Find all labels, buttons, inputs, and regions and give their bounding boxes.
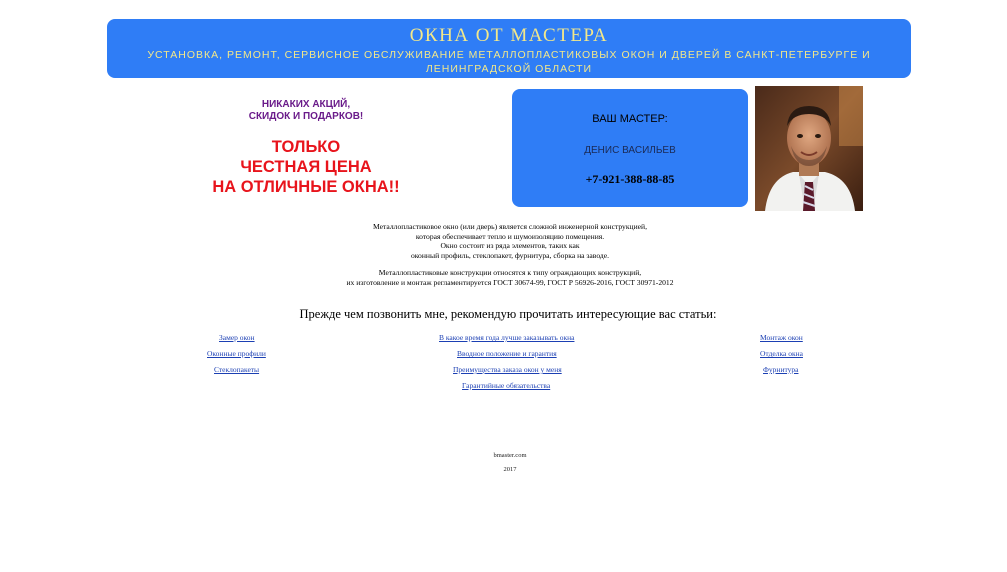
links-row — [150, 365, 870, 381]
links-row — [150, 333, 870, 349]
articles-links — [150, 333, 870, 397]
master-phone: +7-921-388-88-85 — [585, 172, 675, 186]
footer-site: bmaster.com — [493, 452, 527, 459]
link-order-advantages[interactable]: Преимущества заказа окон у меня — [453, 365, 562, 374]
link-window-finishing[interactable]: Отделка окна — [760, 349, 803, 358]
promo-block — [190, 99, 422, 197]
intro-line: Металлопластиковое окно (или дверь) является сложной инженерной конструкцией, — [373, 222, 647, 231]
intro-paragraph — [280, 268, 740, 287]
link-window-measurement[interactable]: Замер окон — [219, 333, 255, 342]
link-hardware[interactable]: Фурнитура — [763, 365, 799, 374]
link-best-season[interactable]: В какое время года лучше заказывать окна — [439, 333, 575, 342]
intro-line: оконный профиль, стеклопакет, фурнитура, сборка на заводе. — [410, 250, 610, 260]
promo-headline-line: ТОЛЬКО — [271, 138, 341, 156]
master-photo — [755, 86, 863, 211]
intro-line: которая обеспечивает тепло и шумоизоляцию помещения. — [415, 231, 605, 241]
master-photo-image — [755, 86, 863, 211]
promo-line: НИКАКИХ АКЦИЙ, — [261, 99, 351, 110]
intro-paragraph — [280, 222, 740, 260]
intro-line: Металлопластиковые конструкции относятся к типу ограждающих конструкций, — [378, 268, 642, 277]
site-subtitle: УСТАНОВКА, РЕМОНТ, СЕРВИСНОЕ ОБСЛУЖИВАНИЕ МЕТАЛЛОПЛАСТИКОВЫХ ОКОН И ДВЕРЕЙ В САНКТ-ПЕТЕРБУРГЕ И ЛЕНИНГРАДСКОЙ ОБЛАСТИ — [147, 49, 871, 75]
link-glass-units[interactable]: Стеклопакеты — [214, 365, 260, 374]
master-name: ДЕНИС ВАСИЛЬЕВ — [584, 145, 676, 156]
link-warranty-intro[interactable]: Вводное положение и гарантия — [457, 349, 557, 358]
promo-headline — [190, 137, 422, 197]
links-row — [150, 381, 870, 397]
intro-line: их изготовление и монтаж регламентируется ГОСТ 30674-99, ГОСТ Р 56926-2016, ГОСТ 30971-2012 — [346, 277, 674, 287]
link-window-installation[interactable]: Монтаж окон — [760, 333, 803, 342]
link-window-profiles[interactable]: Оконные профили — [207, 349, 266, 358]
promo-headline-line: НА ОТЛИЧНЫЕ ОКНА!! — [212, 178, 400, 196]
promo-headline-line: ЧЕСТНАЯ ЦЕНА — [240, 158, 372, 176]
master-contact-card — [512, 89, 748, 207]
promo-line: СКИДОК И ПОДАРКОВ! — [248, 111, 364, 122]
articles-prompt: Прежде чем позвонить мне, рекомендую прочитать интересующие вас статьи: — [299, 307, 717, 321]
site-title: ОКНА ОТ МАСТЕРА — [409, 25, 609, 46]
links-row — [150, 349, 870, 365]
master-label: ВАШ МАСТЕР: — [592, 113, 668, 125]
intro-line: Окно состоит из ряда элементов, таких как — [440, 241, 580, 250]
intro-text — [280, 222, 740, 295]
page-footer — [400, 452, 620, 480]
site-header — [107, 19, 911, 78]
footer-year: 2017 — [503, 466, 517, 473]
link-warranty-obligations[interactable]: Гарантийные обязательства — [462, 381, 551, 390]
